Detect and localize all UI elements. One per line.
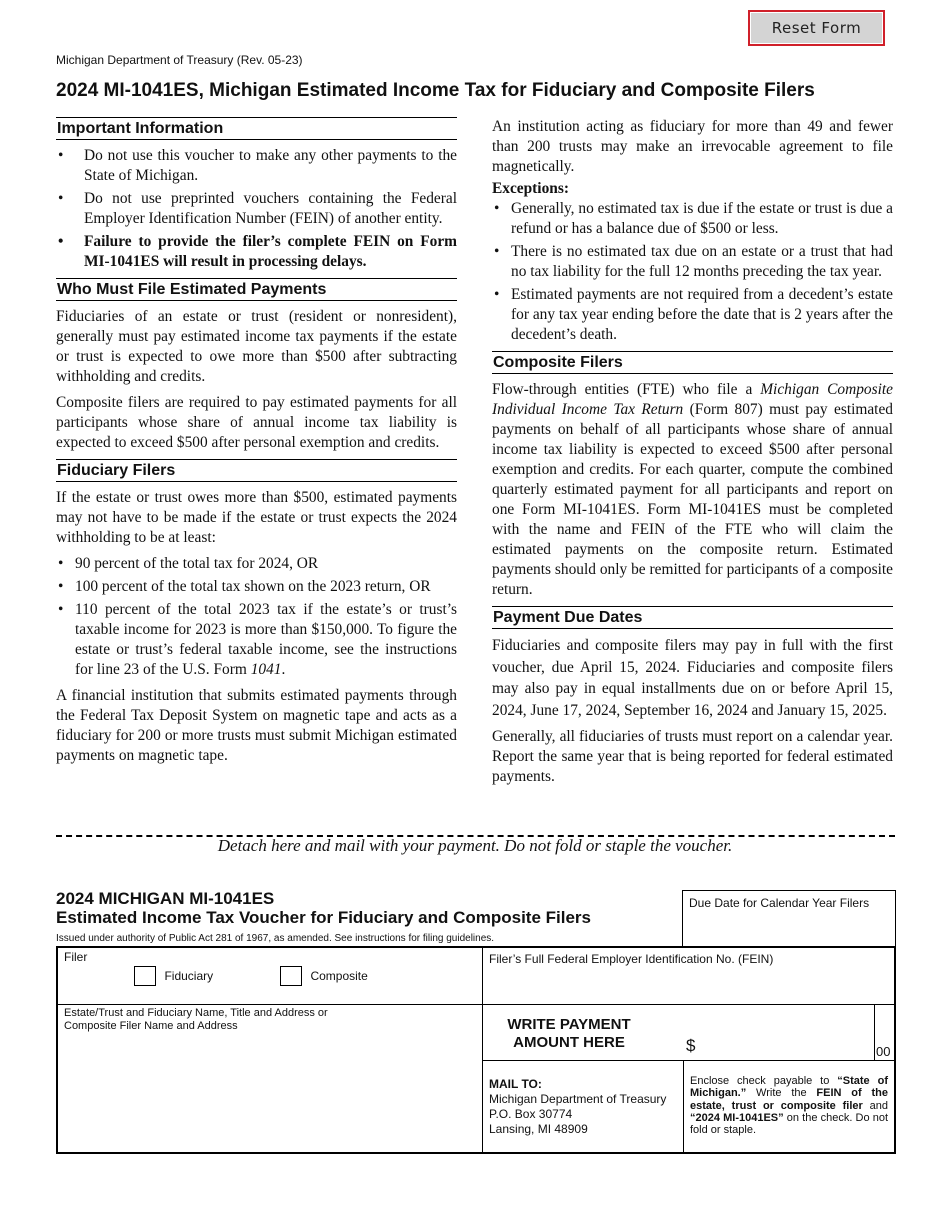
bullet-end: . (281, 661, 286, 678)
list-item: • Do not use preprinted vouchers containing the Federal Employer Identification Number (FEIN) of another entity. (56, 189, 457, 229)
fein-field[interactable] (483, 948, 894, 1005)
institution-paragraph: An institution acting as fiduciary for more than 49 and fewer than 200 trusts may make an irrevocable agreement to file magnetically. (492, 118, 893, 175)
list-item: • 90 percent of the total tax for 2024, OR (56, 554, 457, 574)
composite-form-name: Michigan Composite Individual Income Tax Return (492, 381, 893, 418)
cents-value: 00 (876, 1044, 891, 1059)
enclose-text: Write the (746, 1087, 817, 1100)
fiduciary-label: Fiduciary (164, 969, 214, 984)
composite-paragraph (492, 380, 893, 600)
list-item: • Generally, no estimated tax is due if the estate or trust is due a refund or has a balance due of $500 or less. (492, 199, 893, 239)
voucher-form (56, 946, 896, 1154)
instructions-left-column (56, 117, 457, 772)
dollar-sign: $ (686, 1036, 696, 1055)
composite-label: Composite (310, 969, 368, 984)
fein-label: Filer’s Full Federal Employer Identification No. (FEIN) (489, 952, 774, 966)
name-address-field[interactable] (58, 1005, 483, 1152)
page-title: 2024 MI-1041ES, Michigan Estimated Income Tax for Fiduciary and Composite Filers (56, 80, 815, 101)
composite-heading: Composite Filers (492, 351, 893, 374)
mail-line: Michigan Department of Treasury (489, 1092, 667, 1106)
list-item: • Do not use this voucher to make any other payments to the State of Michigan. (56, 146, 457, 186)
due-date-box[interactable] (682, 890, 896, 948)
bullet-text: 110 percent of the total 2023 tax if the estate’s or trust’s taxable income for 2023 is more than $150,000. To figure the estate or trust’s federal taxable income, see the instructions for line 23 of the U.S. Form (75, 601, 457, 678)
list-item: • Failure to provide the filer’s complete FEIN on Form MI-1041ES will result in processing delays. (56, 232, 457, 272)
financial-institution-paragraph: A financial institution that submits estimated payments through the Federal Tax Deposit System on magnetic tape and acts as a fiduciary for 200 or more trusts must submit Michigan estimated payments on magnetic tape. (56, 687, 457, 764)
mail-to-block (483, 1061, 684, 1152)
fiduciary-checkbox[interactable] (134, 966, 156, 986)
mail-line: P.O. Box 30774 (489, 1107, 573, 1121)
instructions-right-column (492, 117, 893, 793)
who-must-file-heading: Who Must File Estimated Payments (56, 278, 457, 301)
exceptions-label: Exceptions: (492, 180, 569, 197)
cents-field (875, 1005, 894, 1061)
voucher-title: 2024 MICHIGAN MI-1041ES (56, 889, 275, 908)
important-list (56, 146, 457, 272)
detach-instruction: Detach here and mail with your payment. Do not fold or staple the voucher. (217, 836, 733, 855)
exceptions-list (492, 199, 893, 345)
enclose-form: “2024 MI-1041ES” (690, 1111, 784, 1124)
fiduciary-list (56, 554, 457, 680)
fiduciary-option[interactable] (134, 966, 213, 986)
enclose-text: and (862, 1099, 888, 1112)
list-item: • 100 percent of the total tax shown on the 2023 return, OR (56, 577, 457, 597)
write-payment-label (483, 1016, 655, 1052)
fiduciary-heading: Fiduciary Filers (56, 459, 457, 482)
filer-type-cell (58, 948, 483, 1005)
enclose-instructions (684, 1061, 894, 1152)
list-item: • There is no estimated tax due on an estate or a trust that had no tax liability for the full 12 months preceding the tax year. (492, 242, 893, 282)
who-must-file-paragraph: Fiduciaries of an estate or trust (resident or nonresident), generally must pay estimated income tax payments if the estate or trust is expected to owe more than $500 after subtracting withholding and credits. (56, 308, 457, 385)
voucher-subtitle: Estimated Income Tax Voucher for Fiduciary and Composite Filers (56, 908, 591, 927)
name-address-label-2: Composite Filer Name and Address (64, 1020, 238, 1032)
enclose-text: on the check. Do not fold or staple. (690, 1111, 888, 1137)
composite-checkbox[interactable] (280, 966, 302, 986)
list-item: • Estimated payments are not required from a decedent’s estate for any tax year ending before the date that is 2 years after the decedent’s death. (492, 285, 893, 345)
due-dates-paragraph: Fiduciaries and composite filers may pay in full with the first voucher, due April 15, 2024. Fiduciaries and composite filers may also pay in equal installments due on or before April 15, 2024, June 17, 2024, September 16, 2024 and January 15, 2025. (492, 637, 893, 719)
enclose-payee: “State of Michigan.” (690, 1075, 888, 1100)
reset-form-button[interactable]: Reset Form (748, 10, 885, 46)
important-heading: Important Information (56, 117, 457, 140)
calendar-year-paragraph: Generally, all fiduciaries of trusts must report on a calendar year. Report the same year that is being reported for federal estimated payments. (492, 728, 893, 785)
voucher-authority: Issued under authority of Public Act 281 of 1967, as amended. See instructions for filing guidelines. (56, 933, 495, 944)
mail-line: Lansing, MI 48909 (489, 1122, 588, 1136)
write-payment-line-2: AMOUNT HERE (513, 1034, 625, 1051)
payment-amount-field[interactable] (483, 1005, 875, 1061)
composite-body: (Form 807) must pay estimated payments on behalf of all participants whose share of annual income tax liability is expected to exceed $500 after personal exemption and credits. For each quarter, compute the combined quarterly estimated payment for all participants and report on one Form MI-1041ES. Form MI-1041ES must be completed with the name and FEIN of the FTE who will claim the estimated payments on the composite return. Estimated payments should only be remitted for participants of a composite return. (492, 401, 893, 598)
composite-option[interactable] (280, 966, 368, 986)
enclose-text: Enclose check payable to (690, 1075, 838, 1087)
write-payment-line-1: WRITE PAYMENT (507, 1016, 631, 1033)
department-revision: Michigan Department of Treasury (Rev. 05-23) (56, 53, 303, 67)
due-dates-heading: Payment Due Dates (492, 606, 893, 629)
name-address-label-1: Estate/Trust and Fiduciary Name, Title and Address or (64, 1007, 328, 1019)
due-date-label: Due Date for Calendar Year Filers (689, 896, 870, 910)
composite-lead: Flow-through entities (FTE) who file a (492, 381, 761, 398)
composite-requirement-paragraph: Composite filers are required to pay estimated payments for all participants whose share of annual income tax liability is expected to exceed $500 after personal exemption and credits. (56, 394, 457, 451)
list-item (56, 600, 457, 680)
form-number: 1041 (250, 661, 282, 678)
enclose-fein: FEIN of the estate, trust or composite filer (690, 1087, 888, 1112)
fiduciary-intro: If the estate or trust owes more than $500, estimated payments may not have to be made if the estate or trust expects the 2024 withholding to be at least: (56, 489, 457, 546)
mail-to-label: MAIL TO: (489, 1077, 542, 1091)
filer-label: Filer (64, 950, 88, 964)
